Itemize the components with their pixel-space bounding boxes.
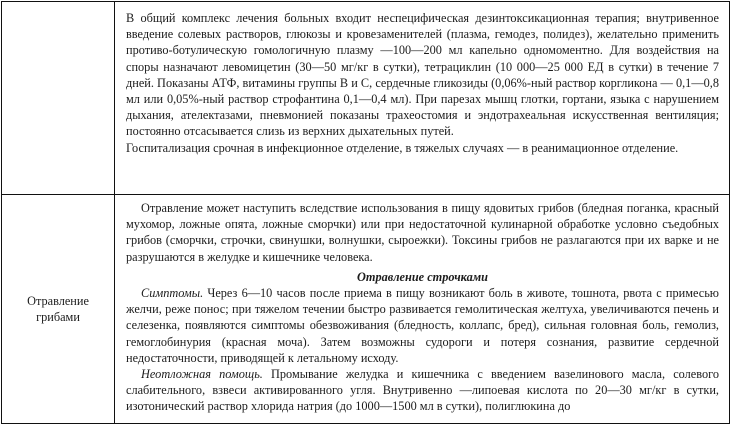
symptoms-label: Симптомы. (141, 286, 204, 301)
subheading-strochki-poisoning: Отравление строчками (357, 269, 488, 284)
treatment-paragraph: В общий комплекс лечения больных входит неспецифическая дезинтоксикационная терапия; внутривенное введение солевых растворов, глюкозы и кровезаменителей (плазма, гемодез, полидез), желательно применить противо-ботулическую гомологичную плазму —100—200 мл капельно одномоментно. Для воздействия на споры назначают левомицетин (30—50 мг/кг в сутки), тетрациклин (10 000—25 000 ЕД в сутки) в течение 7 дней. Показаны АТФ, витамины группы В и С, сердечные гликозиды (0,06%-ный раствор коргликона — 0,1—0,8 мл или 0,05%-ный раствор строфантина 0,1—0,4 мл). При парезах мышц глотки, гортани, языка с нарушением дыхания, ателектазами, пневмонией показаны трахеостомия и эндотрахеальная искусственная вентиляция; постоянно отсасывается слизь из верхних дыхательных путей. (126, 11, 719, 139)
table-row-botulism-treatment (2, 2, 729, 195)
hospitalization-paragraph: Госпитализация срочная в инфекционное отделение, в тяжелых случаях — в реанимационное отделение. (126, 140, 679, 155)
emergency-help-text: Промывание желудка и кишечника с введением вазелинового масла, солевого слабительного, взвеси активированного угля. Внутривенно —липоевая кислота по 20—30 мг/кг в сутки, изотонический раствор хлорида натрия (до 1000—1500 мл в сутки), полиглюкина до (126, 367, 719, 414)
row2-label-cell (2, 195, 115, 423)
row1-label-cell (2, 2, 115, 194)
row2-label: Отравление грибами (27, 294, 89, 324)
emergency-help-label: Неотложная помощь. (141, 367, 263, 382)
row2-content-cell (115, 195, 729, 423)
table-row-mushroom-poisoning (2, 195, 729, 423)
poisoning-intro-paragraph: Отравление может наступить вследствие использования в пищу ядовитых грибов (бледная поганка, красный мухомор, ложные опята, ложные сморчки) или при недостаточной кулинарной обработке условно съедобных грибов (сморчки, строчки, свинушки, волнушки, сыроежки). Токсины грибов не разлагаются при их варке и не разрушаются в желудке и кишечнике человека. (126, 201, 719, 264)
symptoms-text: Через 6—10 часов после приема в пищу возникают боль в животе, тошнота, рвота с примесью желчи, реже понос; при тяжелом течении быстро развивается гемолитическая желтуха, увеличиваются печень и селезенка, появляются симптомы обезвоживания (бледность, коллапс, бред), сильная головная боль, гемолиз, гемоглобинурия (красная моча). Затем возможны судороги и потеря сознания, развитие сердечной недостаточности, приводящей к летальному исходу. (126, 286, 719, 365)
row1-content-cell (115, 2, 729, 194)
symptoms-paragraph (126, 285, 719, 366)
medical-reference-table (1, 1, 730, 424)
emergency-help-paragraph (126, 366, 719, 415)
